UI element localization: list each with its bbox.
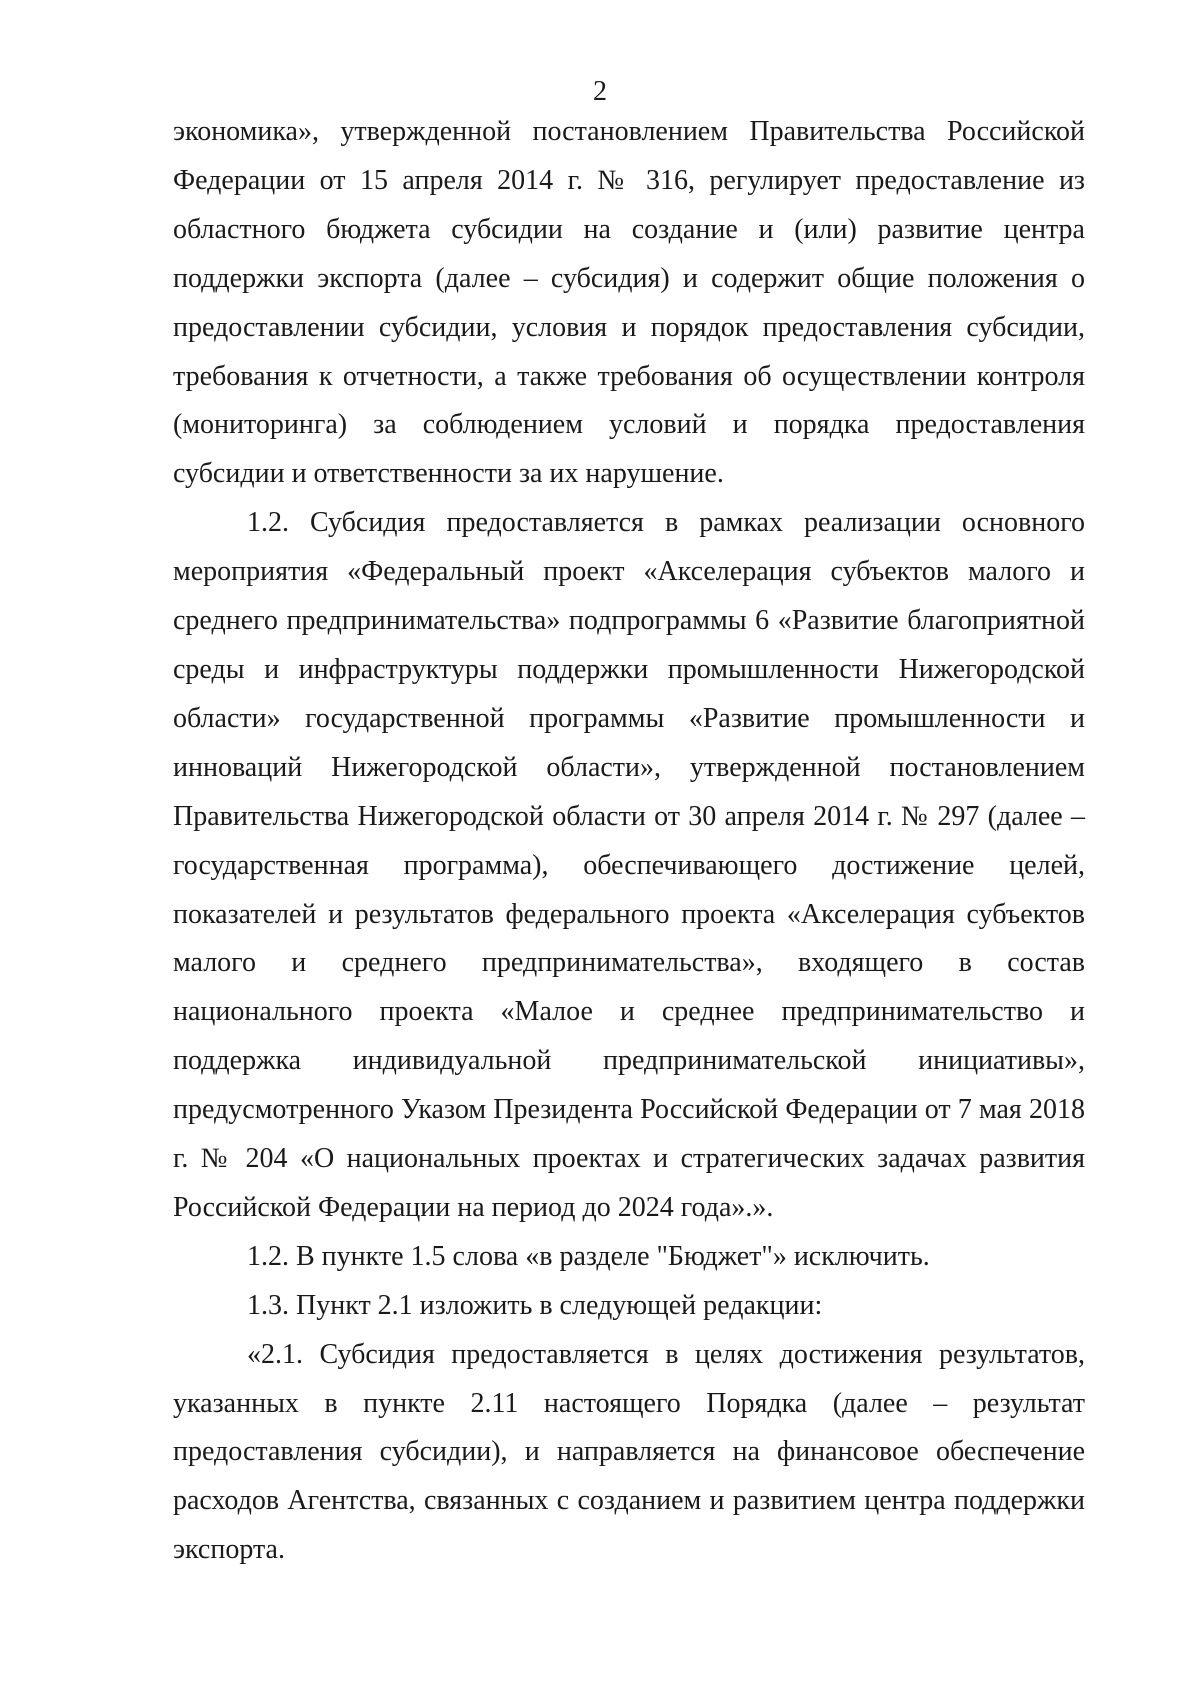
page-number: 2 <box>593 76 607 107</box>
paragraph-1-2-subsidy: 1.2. Субсидия предоставляется в рамках реализации основного мероприятия «Федеральный проект «Акселерация субъектов малого и среднего предпринимательства» подпрограммы 6 «Развитие благоприятной среды и инфраструктуры поддержки промышленности Нижегородской области» государственной программы «Развитие промышленности и инноваций Нижегородской области», утвержденной постановлением Правительства Нижегородской области от 30 апреля 2014 г. № 297 (далее – государственная программа), обеспечивающего достижение целей, показателей и результатов федерального проекта «Акселерация субъектов малого и среднего предпринимательства», входящего в состав национального проекта «Малое и среднее предпринимательство и поддержка индивидуальной предпринимательской инициативы», предусмотренного Указом Президента Российской Федерации от 7 мая 2018 г. № 204 «О национальных проектах и стратегических задачах развития Российской Федерации на период до 2024 года».». <box>173 507 1085 1223</box>
paragraph-1-3: 1.3. Пункт 2.1 изложить в следующей редакции: <box>247 1289 823 1321</box>
paragraph-continuation: экономика», утвержденной постановлением Правительства Российской Федерации от 15 апреля 2014 г. № 316, регулирует предоставление из областного бюджета субсидии на создание и (или) развитие центра поддержки экспорта (далее – субсидия) и содержит общие положения о предоставлении субсидии, условия и порядок предоставления субсидии, требования к отчетности, а также требования об осуществлении контроля (мониторинга) за соблюдением условий и порядка предоставления субсидии и ответственности за их нарушение. <box>173 116 1085 490</box>
document-body <box>173 108 1085 1575</box>
paragraph-1-2-budget: 1.2. В пункте 1.5 слова «в разделе "Бюджет"» исключить. <box>247 1240 930 1272</box>
paragraph-2-1: «2.1. Субсидия предоставляется в целях достижения результатов, указанных в пункте 2.11 настоящего Порядка (далее – результат предоставления субсидии), и направляется на финансовое обеспечение расходов Агентства, связанных с созданием и развитием центра поддержки экспорта. <box>173 1338 1085 1566</box>
